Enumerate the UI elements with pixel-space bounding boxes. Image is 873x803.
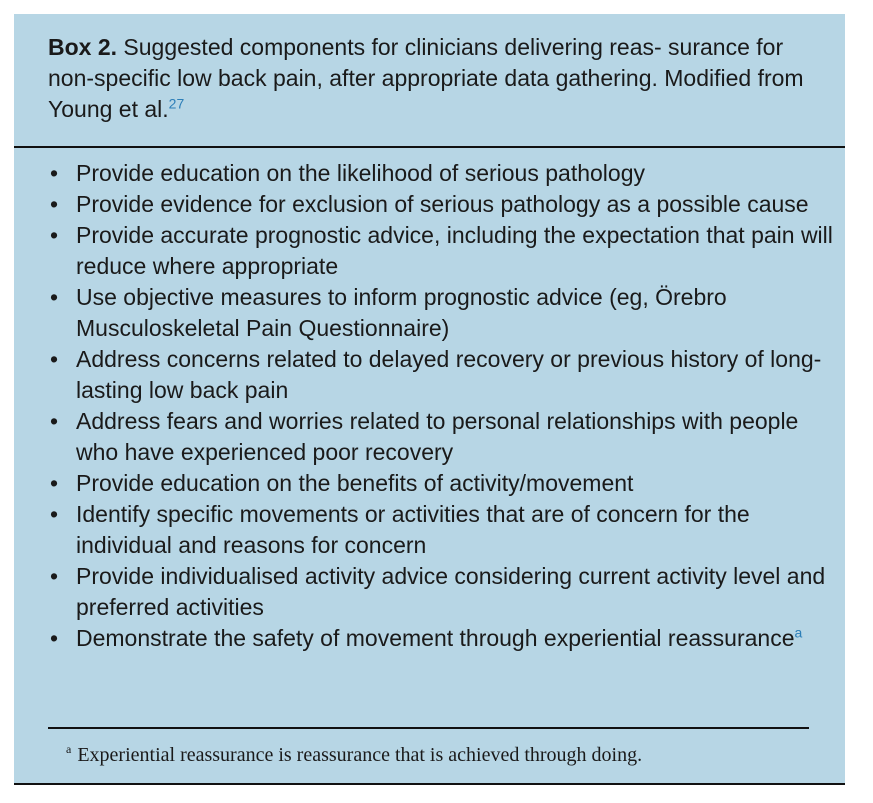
bullet-icon: • bbox=[50, 191, 59, 217]
bullet-icon: • bbox=[50, 470, 59, 496]
box-title-text: Suggested components for clinicians delivering reas- surance for non-specific low back pain, after appropriate data gathering. Modified from Young et al. bbox=[48, 34, 804, 122]
bullet-icon: • bbox=[50, 501, 59, 527]
list-item-text: Provide evidence for exclusion of serious pathology as a possible cause bbox=[76, 191, 809, 217]
footnote bbox=[66, 741, 642, 769]
footnote-marker: a bbox=[66, 742, 72, 757]
list-item-text: Provide individualised activity advice considering current activity level and preferred activities bbox=[76, 563, 826, 620]
footnote-divider bbox=[48, 727, 809, 729]
list-item bbox=[48, 499, 838, 561]
box-label: Box 2. bbox=[48, 34, 118, 60]
list-item-text: Use objective measures to inform prognostic advice (eg, Örebro Musculoskeletal Pain Questionnaire) bbox=[76, 284, 727, 341]
list-item bbox=[48, 406, 838, 468]
list-item bbox=[48, 282, 838, 344]
list-item bbox=[48, 561, 838, 623]
list-item bbox=[48, 158, 838, 189]
bullet-icon: • bbox=[50, 408, 59, 434]
components-list bbox=[48, 158, 838, 654]
box-title bbox=[48, 32, 818, 125]
list-item-text: Demonstrate the safety of movement through experiential reassurance bbox=[76, 625, 795, 651]
bullet-icon: • bbox=[50, 222, 59, 248]
list-item-text: Provide education on the likelihood of serious pathology bbox=[76, 160, 645, 186]
footnote-text: Experiential reassurance is reassurance that is achieved through doing. bbox=[77, 744, 643, 766]
list-item-text: Provide accurate prognostic advice, including the expectation that pain will reduce where appropriate bbox=[76, 222, 833, 279]
list-item bbox=[48, 468, 838, 499]
top-divider bbox=[14, 146, 845, 148]
list-item-text: Provide education on the benefits of activity/movement bbox=[76, 470, 634, 496]
list-item bbox=[48, 220, 838, 282]
bullet-icon: • bbox=[50, 346, 59, 372]
list-item-text: Address fears and worries related to personal relationships with people who have experienced poor recovery bbox=[76, 408, 799, 465]
bullet-icon: • bbox=[50, 160, 59, 186]
list-item bbox=[48, 189, 838, 220]
bottom-divider bbox=[14, 783, 845, 785]
box-2-panel bbox=[14, 14, 845, 785]
bullet-icon: • bbox=[50, 284, 59, 310]
list-item bbox=[48, 623, 838, 654]
list-item bbox=[48, 344, 838, 406]
bullet-icon: • bbox=[50, 563, 59, 589]
footnote-link[interactable]: a bbox=[794, 624, 803, 641]
list-item-text: Identify specific movements or activities that are of concern for the individual and reasons for concern bbox=[76, 501, 750, 558]
bullet-icon: • bbox=[50, 625, 59, 651]
reference-link[interactable]: 27 bbox=[168, 95, 185, 112]
list-item-text: Address concerns related to delayed recovery or previous history of long-lasting low back pain bbox=[76, 346, 822, 403]
